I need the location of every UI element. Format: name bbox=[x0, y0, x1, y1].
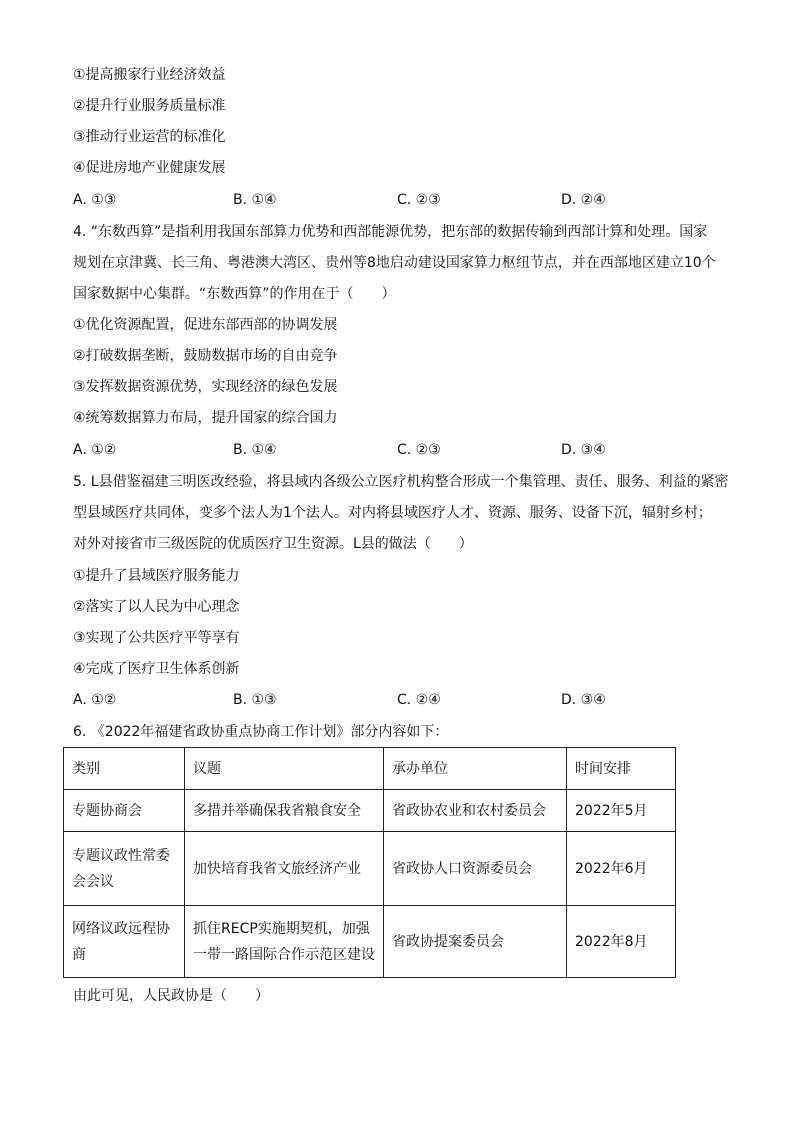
q5-stem-line-1: 5. L县借鉴福建三明医改经验，将县域内各级公立医疗机构整合形成一个集管理、责任、服务、利益的紧密 bbox=[73, 474, 729, 490]
q5-option-1: ①提升了县域医疗服务能力 bbox=[73, 568, 240, 584]
table-header-cell: 议题 bbox=[185, 748, 384, 790]
q6-after-text: 由此可见，人民政协是（ ） bbox=[73, 988, 269, 1004]
q5-choice-c: C. ②④ bbox=[397, 692, 441, 708]
table-cell: 2022年6月 bbox=[567, 832, 676, 906]
table-header-cell: 承办单位 bbox=[384, 748, 567, 790]
table-header-row bbox=[64, 748, 676, 790]
q5-option-3: ③实现了公共医疗平等享有 bbox=[73, 630, 240, 646]
q4-choice-b: B. ①④ bbox=[233, 442, 277, 458]
q4-stem-line-3: 国家数据中心集群。“东数西算”的作用在于（ ） bbox=[73, 286, 396, 302]
table-cell: 2022年5月 bbox=[567, 790, 676, 832]
q4-choice-a: A. ①② bbox=[73, 442, 117, 458]
q4-option-2: ②打破数据垄断，鼓励数据市场的自由竞争 bbox=[73, 348, 338, 364]
q5-option-4: ④完成了医疗卫生体系创新 bbox=[73, 661, 240, 677]
q3-option-4: ④促进房地产业健康发展 bbox=[73, 160, 226, 176]
table-cell: 专题议政性常委会会议 bbox=[64, 832, 185, 906]
q3-option-1: ①提高搬家行业经济效益 bbox=[73, 67, 226, 83]
q5-option-2: ②落实了以人民为中心理念 bbox=[73, 599, 240, 615]
q4-stem-line-2: 规划在京津冀、长三角、粤港澳大湾区、贵州等8地启动建设国家算力枢纽节点，并在西部地区建立10个 bbox=[73, 255, 716, 271]
q3-choice-b: B. ①④ bbox=[233, 192, 277, 208]
q3-option-3: ③推动行业运营的标准化 bbox=[73, 129, 226, 145]
q3-option-2: ②提升行业服务质量标准 bbox=[73, 98, 226, 114]
q5-choice-d: D. ③④ bbox=[561, 692, 606, 708]
q4-choice-c: C. ②③ bbox=[397, 442, 441, 458]
q5-choice-b: B. ①③ bbox=[233, 692, 277, 708]
q3-choices bbox=[73, 190, 693, 210]
q4-option-4: ④统筹数据算力布局，提升国家的综合国力 bbox=[73, 410, 338, 426]
q5-choices bbox=[73, 690, 693, 710]
table-cell: 省政协农业和农村委员会 bbox=[384, 790, 567, 832]
table-cell: 网络议政远程协商 bbox=[64, 906, 185, 978]
q4-choice-d: D. ③④ bbox=[561, 442, 606, 458]
q4-choices bbox=[73, 440, 693, 460]
table-cell: 省政协人口资源委员会 bbox=[384, 832, 567, 906]
q5-stem-line-3: 对外对接省市三级医院的优质医疗卫生资源。L县的做法（ ） bbox=[73, 536, 473, 552]
q5-stem-line-2: 型县域医疗共同体，变多个法人为1个法人。对内将县域医疗人才、资源、服务、设备下沉，辐射乡村； bbox=[73, 505, 712, 521]
q3-choice-d: D. ②④ bbox=[561, 192, 606, 208]
q3-choice-c: C. ②③ bbox=[397, 192, 441, 208]
table-row bbox=[64, 832, 676, 906]
table-cell: 2022年8月 bbox=[567, 906, 676, 978]
q4-option-1: ①优化资源配置，促进东部西部的协调发展 bbox=[73, 317, 338, 333]
q4-stem-line-1: 4. “东数西算”是指利用我国东部算力优势和西部能源优势，把东部的数据传输到西部计算和处理。国家 bbox=[73, 224, 708, 240]
q6-plan-table bbox=[63, 747, 676, 978]
table-cell: 抓住RECP实施期契机，加强一带一路国际合作示范区建设 bbox=[185, 906, 384, 978]
table-cell: 多措并举确保我省粮食安全 bbox=[185, 790, 384, 832]
q6-stem: 6. 《2022年福建省政协重点协商工作计划》部分内容如下： bbox=[73, 724, 449, 740]
table-cell: 专题协商会 bbox=[64, 790, 185, 832]
q4-option-3: ③发挥数据资源优势，实现经济的绿色发展 bbox=[73, 379, 338, 395]
table-row bbox=[64, 906, 676, 978]
table-cell: 省政协提案委员会 bbox=[384, 906, 567, 978]
table-row bbox=[64, 790, 676, 832]
q5-choice-a: A. ①② bbox=[73, 692, 117, 708]
q3-choice-a: A. ①③ bbox=[73, 192, 117, 208]
table-header-cell: 类别 bbox=[64, 748, 185, 790]
table-cell: 加快培育我省文旅经济产业 bbox=[185, 832, 384, 906]
table-header-cell: 时间安排 bbox=[567, 748, 676, 790]
